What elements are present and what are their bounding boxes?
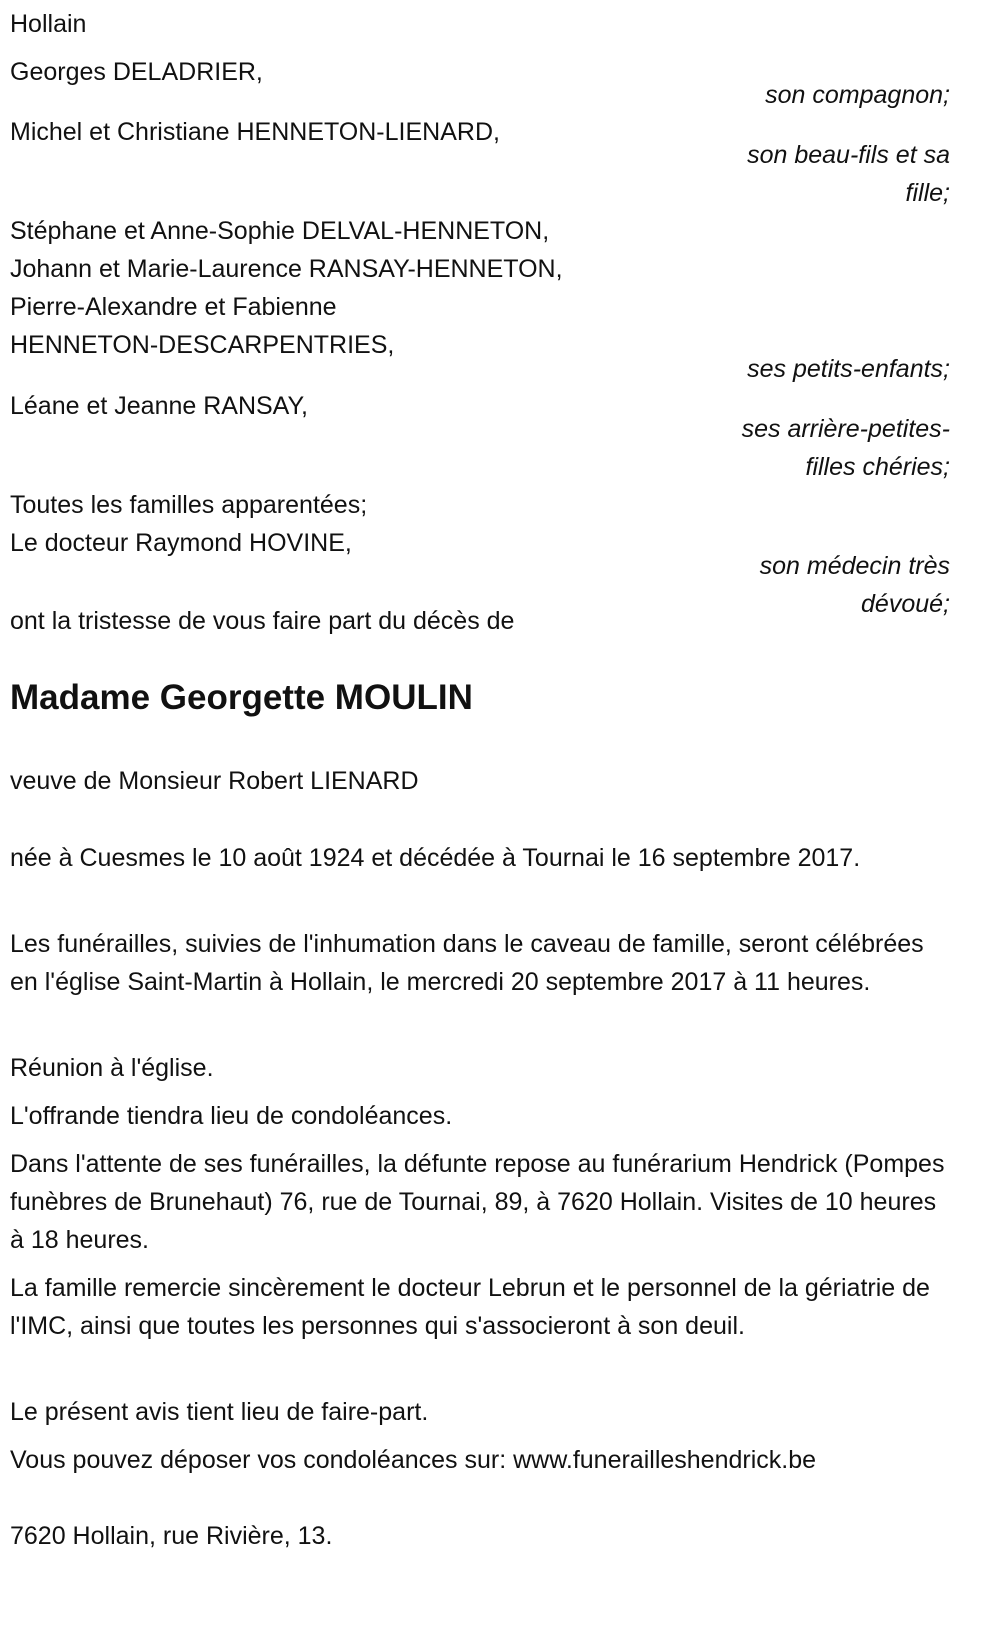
paragraph-birth-death: née à Cuesmes le 10 août 1924 et décédée à Tournai le 16 septembre 2017.	[10, 844, 861, 872]
relation: son médecin très dévoué;	[759, 552, 950, 618]
family-name: HENNETON-DESCARPENTRIES,	[10, 331, 395, 359]
relation: son beau-fils et sa fille;	[747, 141, 950, 207]
paragraph-notice: Le présent avis tient lieu de faire-part.	[10, 1398, 429, 1426]
paragraph-meeting: Réunion à l'église.	[10, 1054, 214, 1082]
family-name: Michel et Christiane HENNETON-LIENARD,	[10, 118, 500, 146]
place: Hollain	[10, 10, 87, 38]
family-name: Toutes les familles apparentées;	[10, 491, 368, 519]
relation: ses petits-enfants;	[747, 355, 950, 383]
paragraph-condolences: Vous pouvez déposer vos condoléances sur: www.funerailleshendrick.be	[10, 1446, 817, 1474]
paragraph-offering: L'offrande tiendra lieu de condoléances.	[10, 1102, 453, 1130]
relation: son compagnon;	[765, 81, 950, 109]
deceased-name: Madame Georgette MOULIN	[10, 678, 473, 717]
family-name: Georges DELADRIER,	[10, 58, 263, 86]
family-name: Le docteur Raymond HOVINE,	[10, 529, 352, 557]
paragraph-funeral: Les funérailles, suivies de l'inhumation dans le caveau de famille, seront célébrées en l'église Saint-Martin à Hollain, le mercredi 20 septembre 2017 à 11 heures.	[10, 930, 924, 996]
family-name: Johann et Marie-Laurence RANSAY-HENNETON,	[10, 255, 563, 283]
family-name: Pierre-Alexandre et Fabienne	[10, 293, 337, 321]
widow-of: veuve de Monsieur Robert LIENARD	[10, 767, 419, 795]
paragraph-funerarium: Dans l'attente de ses funérailles, la défunte repose au funérarium Hendrick (Pompes funèbres de Brunehaut) 76, rue de Tournai, 89, à 7620 Hollain. Visites de 10 heures à 18 heures.	[10, 1150, 945, 1254]
intro: ont la tristesse de vous faire part du décès de	[10, 607, 515, 635]
paragraph-thanks: La famille remercie sincèrement le docteur Lebrun et le personnel de la gériatrie de l'IMC, ainsi que toutes les personnes qui s'associeront à son deuil.	[10, 1274, 930, 1340]
relation: ses arrière-petites-filles chéries;	[741, 415, 950, 481]
address: 7620 Hollain, rue Rivière, 13.	[10, 1522, 333, 1550]
family-name: Stéphane et Anne-Sophie DELVAL-HENNETON,	[10, 217, 550, 245]
family-name: Léane et Jeanne RANSAY,	[10, 392, 308, 420]
